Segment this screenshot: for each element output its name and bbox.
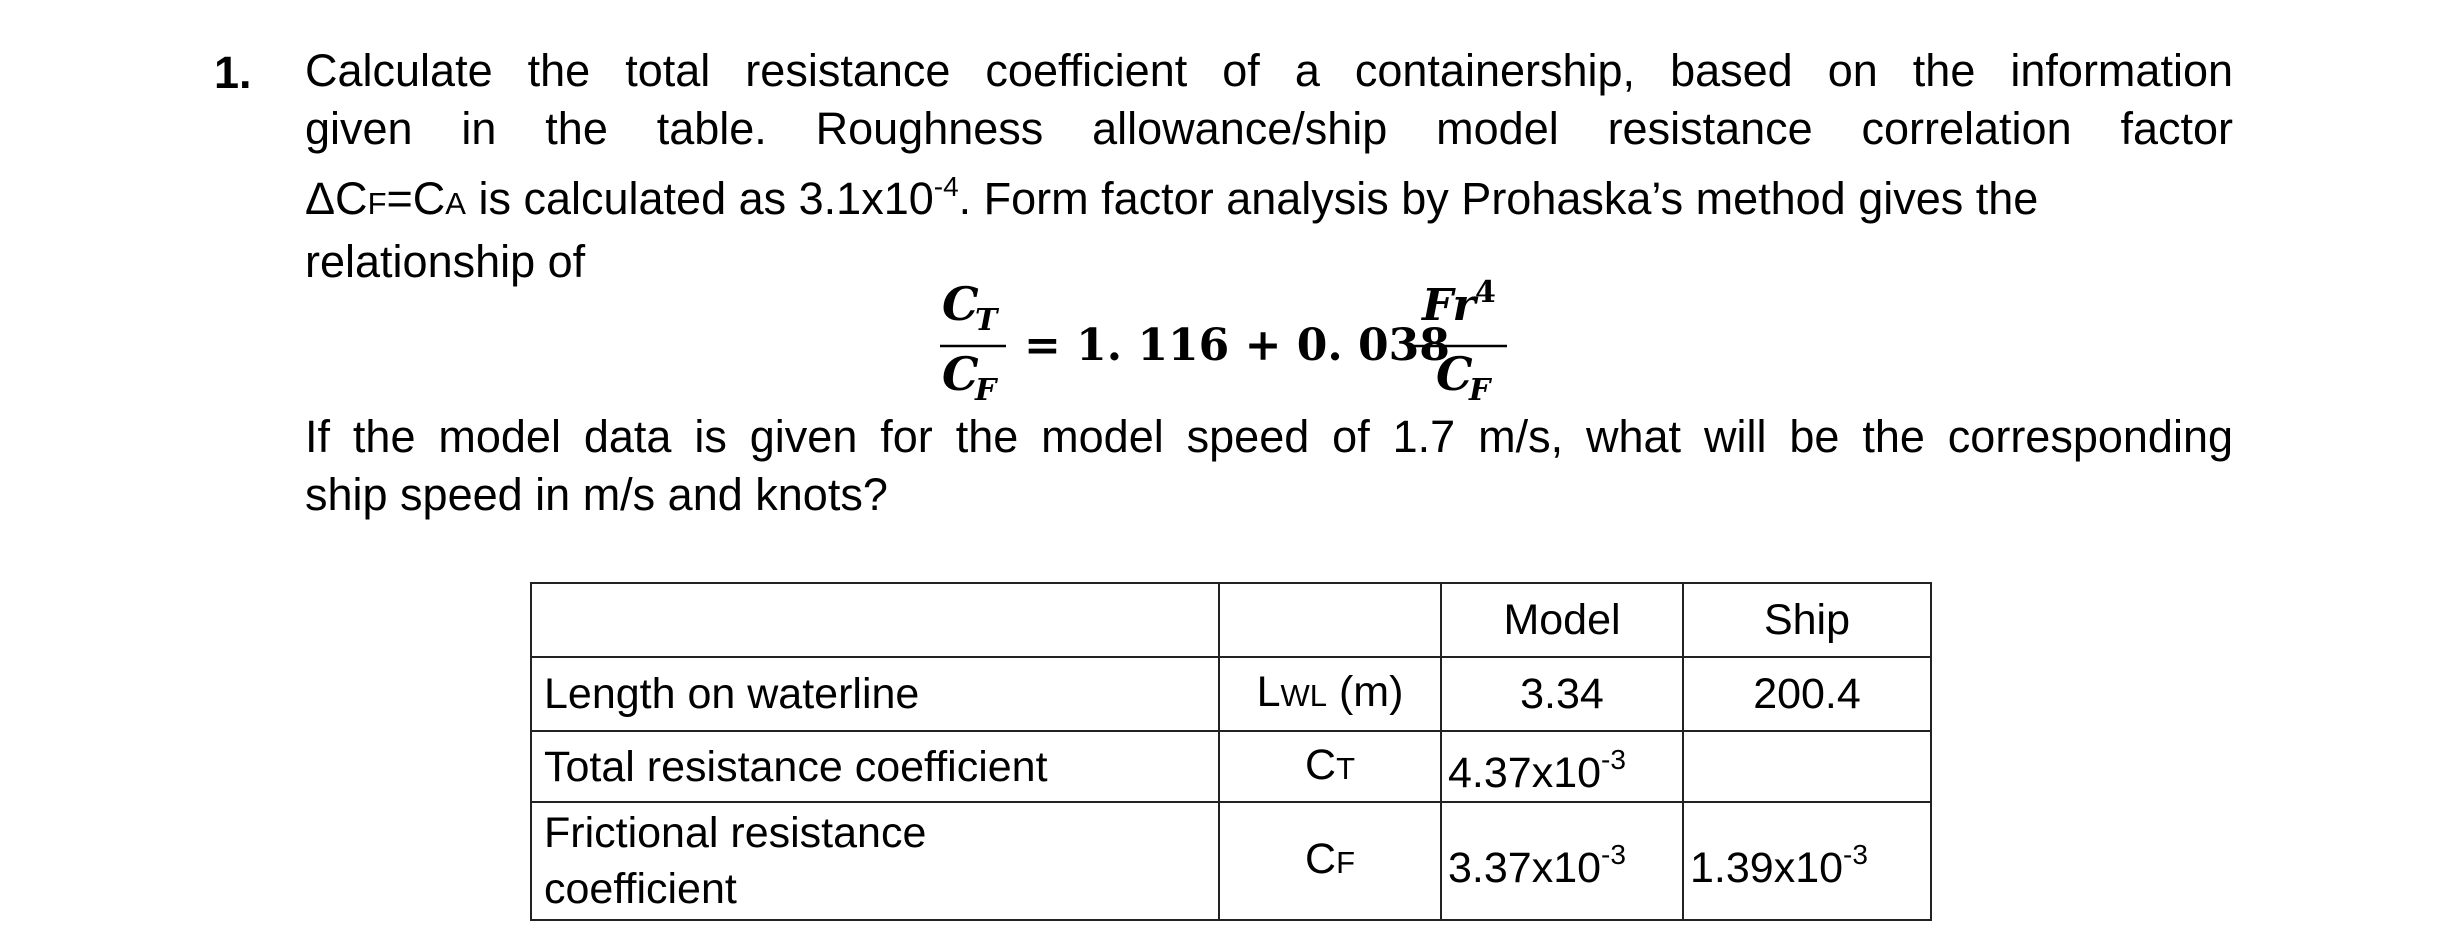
delta-cf-symbol: ΔC	[305, 173, 368, 224]
question-line-2: ship speed in m/s and knots?	[305, 469, 888, 520]
calculated-as-text: is calculated as 3.1x10	[465, 173, 934, 224]
header-cell-empty-2	[1219, 583, 1441, 657]
exponent-minus-4: -4	[933, 171, 959, 202]
header-model: Model	[1441, 583, 1683, 657]
subscript-a: A	[445, 186, 466, 221]
subscript-f: F	[367, 186, 387, 221]
form-factor-text: . Form factor analysis by Prohaska’s method gives the	[958, 173, 2039, 224]
problem-statement	[305, 42, 2233, 291]
ship-value	[1683, 731, 1931, 802]
table-row	[531, 802, 1931, 920]
lhs-numerator-c: C	[942, 277, 979, 331]
row-label: Length on waterline	[531, 657, 1219, 731]
ship-value	[1683, 802, 1931, 920]
header-cell-empty-1	[531, 583, 1219, 657]
symbol-subscript: T	[1336, 750, 1355, 786]
label-line-1: Frictional resistance	[544, 809, 927, 857]
symbol-base: C	[1305, 835, 1337, 883]
rhs-numerator-fr: Fr	[1422, 280, 1476, 331]
model-value	[1441, 731, 1683, 802]
value-exponent: -3	[1601, 838, 1626, 870]
lhs-denominator-sub: F	[975, 373, 997, 408]
statement-line-3	[305, 158, 2233, 233]
symbol-subscript: WL	[1280, 678, 1327, 713]
value-exponent: -3	[1601, 744, 1626, 775]
label-line-2: coefficient	[544, 865, 737, 913]
statement-line-1: Calculate the total resistance coefficient of a containership, based on the information	[305, 45, 2233, 96]
row-symbol	[1219, 657, 1441, 731]
value-exponent: -3	[1843, 838, 1868, 870]
symbol-subscript: F	[1336, 845, 1355, 880]
form-factor-equation	[940, 275, 1520, 408]
ship-value: 200.4	[1683, 657, 1931, 731]
question-text	[305, 408, 2233, 524]
statement-line-4: relationship of	[305, 236, 586, 287]
row-label	[531, 802, 1219, 920]
value-base: 1.39x10	[1690, 843, 1844, 892]
symbol-base: L	[1256, 668, 1281, 716]
value-base: 3.37x10	[1448, 843, 1602, 892]
value-base: 4.37x10	[1448, 749, 1602, 797]
rhs-numerator-sup: 4	[1475, 275, 1496, 310]
rhs-denominator-sub: F	[1469, 373, 1491, 408]
model-value: 3.34	[1441, 657, 1683, 731]
equals-ca-text: =C	[386, 173, 446, 224]
lhs-denominator-c: C	[942, 347, 979, 401]
symbol-unit: (m)	[1327, 668, 1404, 716]
table-row	[531, 657, 1931, 731]
symbol-base: C	[1305, 740, 1337, 789]
rhs-denominator-c: C	[1436, 347, 1473, 401]
header-ship: Ship	[1683, 583, 1931, 657]
data-table	[530, 582, 1932, 921]
problem-number: 1.	[214, 47, 252, 98]
table-header-row	[531, 583, 1931, 657]
row-symbol	[1219, 731, 1441, 802]
equation-svg	[940, 275, 1520, 408]
row-symbol	[1219, 802, 1441, 920]
model-value	[1441, 802, 1683, 920]
equation-middle: = 1. 116 + 0. 038	[1024, 320, 1450, 371]
table-row	[531, 731, 1931, 802]
statement-line-2: given in the table. Roughness allowance/ship model resistance correlation factor	[305, 103, 2233, 154]
lhs-numerator-sub: T	[975, 303, 998, 338]
question-line-1: If the model data is given for the model speed of 1.7 m/s, what will be the corresponding	[305, 411, 2233, 462]
row-label: Total resistance coefficient	[531, 731, 1219, 802]
